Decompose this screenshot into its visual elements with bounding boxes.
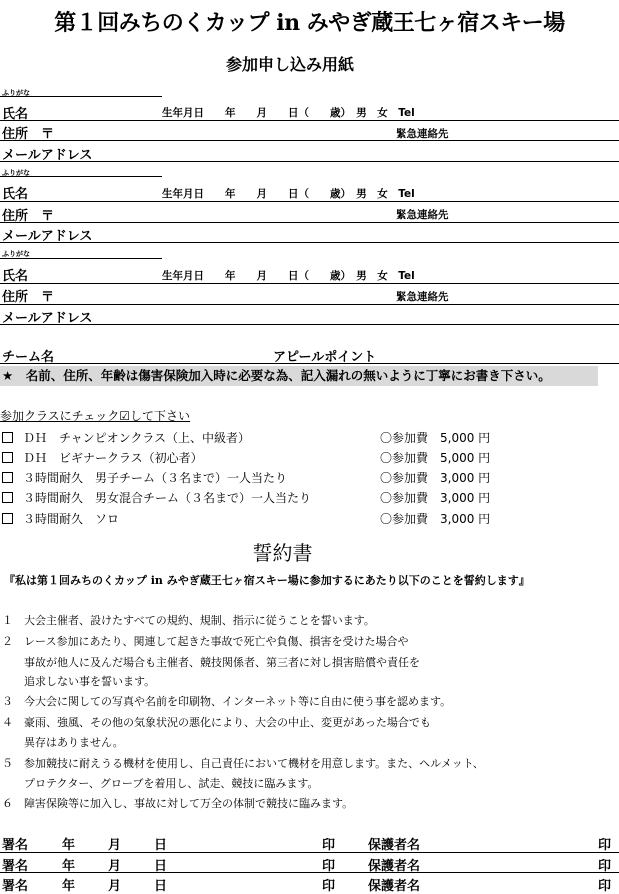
guardian-name-label: 保護者名	[368, 859, 421, 874]
class-label: ＤＨ ビギナークラス（初心者）	[23, 451, 203, 465]
oath-line: １ 大会主催者、設けたすべての規約、規制、指示に従うことを誓います。	[2, 614, 375, 627]
address-label: 住所 〒	[2, 209, 55, 224]
guardian-seal-label: 印	[598, 838, 612, 853]
birth-sex-tel-label: 生年月日 年 月 日（ 歳） 男 女 Tel	[162, 107, 415, 119]
team-line	[0, 363, 619, 364]
furigana-line	[0, 258, 162, 259]
name-line	[0, 283, 619, 284]
oath-line: 異存はありません。	[2, 736, 124, 749]
checkbox[interactable]	[2, 513, 13, 524]
oath-line: プロテクター、グローブを着用し、試走、競技に臨みます。	[2, 777, 319, 790]
signature-label: 署名	[2, 879, 29, 894]
month-label: 月	[108, 838, 122, 853]
address-line	[0, 140, 619, 141]
checkbox[interactable]	[2, 452, 13, 463]
signature-line	[0, 872, 619, 873]
oath-line: ６ 障害保険等に加入し、事故に対して万全の体制で競技に臨みます。	[2, 797, 354, 810]
class-option-3h-solo[interactable]	[2, 510, 119, 527]
address-line	[0, 222, 619, 223]
class-label: ３時間耐久 男子チーム（３名まで）一人当たり	[23, 471, 288, 485]
address-label: 住所 〒	[2, 127, 55, 142]
class-fee: 〇参加費 5,000 円	[380, 451, 491, 465]
email-label: メールアドレス	[2, 311, 93, 326]
checkbox[interactable]	[2, 432, 13, 443]
oath-line: ５ 参加競技に耐えうる機材を使用し、自己責任において機材を用意します。また、ヘルメット、	[2, 757, 484, 770]
guardian-seal-label: 印	[598, 879, 612, 894]
month-label: 月	[108, 859, 122, 874]
email-label: メールアドレス	[2, 148, 93, 163]
class-fee: 〇参加費 3,000 円	[380, 471, 491, 485]
name-line	[0, 201, 619, 202]
day-label: 日	[154, 859, 168, 874]
guardian-name-label: 保護者名	[368, 838, 421, 853]
seal-label: 印	[322, 838, 336, 853]
class-label: ＤＨ チャンピオンクラス（上、中級者）	[23, 431, 251, 445]
furigana-line	[0, 176, 162, 177]
class-option-3h-men-team[interactable]	[2, 469, 287, 486]
notice-banner: ★ 名前、住所、年齢は傷害保険加入時に必要な為、記入漏れの無いように丁寧にお書き下さい。	[0, 366, 598, 386]
class-label: ３時間耐久 男女混合チーム（３名まで）一人当たり	[23, 491, 312, 505]
furigana-label: ふりがな	[2, 169, 30, 177]
day-label: 日	[154, 838, 168, 853]
day-label: 日	[154, 879, 168, 894]
furigana-line	[0, 96, 162, 97]
birth-sex-tel-label: 生年月日 年 月 日（ 歳） 男 女 Tel	[162, 270, 415, 282]
year-label: 年	[62, 879, 76, 894]
oath-title: 誓約書	[252, 541, 313, 565]
class-fee: 〇参加費 3,000 円	[380, 512, 491, 526]
checkbox[interactable]	[2, 492, 13, 503]
emergency-contact-label: 緊急連絡先	[396, 291, 449, 303]
email-line	[0, 242, 619, 243]
emergency-contact-label: 緊急連絡先	[396, 128, 449, 140]
oath-line: ４ 豪雨、強風、その他の気象状況の悪化により、大会の中止、変更があった場合でも	[2, 716, 431, 729]
class-fee: 〇参加費 5,000 円	[380, 431, 491, 445]
seal-label: 印	[322, 859, 336, 874]
name-label: 氏名	[2, 107, 29, 122]
page-title: 第１回みちのくカップ in みやぎ蔵王七ヶ宿スキー場	[54, 10, 565, 36]
class-label: ３時間耐久 ソロ	[23, 512, 120, 526]
oath-intro: 『私は第１回みちのくカップ in みやぎ蔵王七ヶ宿スキー場に参加するにあたり以下のことを誓約します』	[4, 574, 530, 587]
name-label: 氏名	[2, 187, 29, 202]
class-selection-heading: 参加クラスにチェック☑して下さい	[0, 409, 191, 423]
seal-label: 印	[322, 879, 336, 894]
furigana-label: ふりがな	[2, 250, 30, 258]
email-line	[0, 161, 619, 162]
signature-label: 署名	[2, 859, 29, 874]
class-fee: 〇参加費 3,000 円	[380, 491, 491, 505]
oath-line: 追求しない事を誓います。	[2, 675, 156, 688]
class-option-3h-mixed-team[interactable]	[2, 489, 311, 506]
oath-line: ３ 今大会に関しての写真や名前を印刷物、インターネット等に自由に使う事を認めます。	[2, 695, 452, 708]
email-line	[0, 324, 619, 325]
form-subtitle: 参加申し込み用紙	[225, 55, 354, 74]
team-name-label: チーム名	[2, 350, 55, 365]
guardian-name-label: 保護者名	[368, 879, 421, 894]
year-label: 年	[62, 859, 76, 874]
class-option-dh-beginner[interactable]	[2, 449, 203, 466]
year-label: 年	[62, 838, 76, 853]
name-line	[0, 120, 619, 121]
month-label: 月	[108, 879, 122, 894]
appeal-point-label: アピールポイント	[273, 350, 377, 365]
signature-line	[0, 852, 619, 853]
address-line	[0, 304, 619, 305]
birth-sex-tel-label: 生年月日 年 月 日（ 歳） 男 女 Tel	[162, 188, 415, 200]
oath-line: 事故が他人に及んだ場合も主催者、競技関係者、第三者に対し損害賠償や責任を	[2, 656, 420, 669]
furigana-label: ふりがな	[2, 89, 30, 97]
emergency-contact-label: 緊急連絡先	[396, 209, 449, 221]
address-label: 住所 〒	[2, 290, 55, 305]
email-label: メールアドレス	[2, 229, 93, 244]
class-option-dh-champion[interactable]	[2, 429, 250, 446]
oath-line: ２ レース参加にあたり、関連して起きた事故で死亡や負傷、損害を受けた場合や	[2, 635, 409, 648]
checkbox[interactable]	[2, 472, 13, 483]
signature-label: 署名	[2, 838, 29, 853]
guardian-seal-label: 印	[598, 859, 612, 874]
name-label: 氏名	[2, 269, 29, 284]
